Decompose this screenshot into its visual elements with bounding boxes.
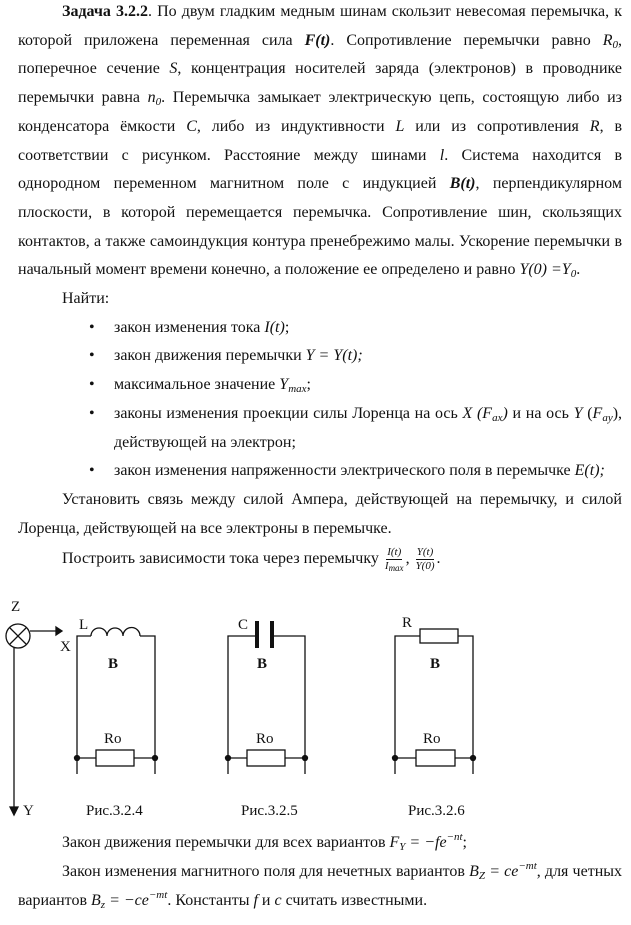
find-list xyxy=(18,314,622,486)
text: , для четных вариантов xyxy=(18,863,623,909)
text: и xyxy=(257,891,275,909)
list-item xyxy=(18,371,622,400)
math: B(t) xyxy=(449,175,476,193)
resistor-label: Ro xyxy=(423,731,441,748)
text: максимальное значение xyxy=(114,376,280,394)
math: I(t) xyxy=(387,546,402,559)
text: . По двум гладким медным шинам скользит невесомая перемычка, к которой приложена переменная сила xyxy=(18,3,622,49)
list-item xyxy=(18,314,622,343)
math: R xyxy=(589,117,600,135)
math: E(t); xyxy=(574,462,605,480)
math: −mt xyxy=(518,860,537,873)
text: , либо из индуктивности xyxy=(196,117,396,135)
text: Построить зависимости тока через перемычку xyxy=(62,550,383,568)
math: R xyxy=(602,31,613,49)
math: I xyxy=(384,560,389,573)
text: ; xyxy=(462,834,467,852)
figure-caption: Рис.3.2.6 xyxy=(408,803,465,820)
list-item xyxy=(18,400,622,457)
field-law xyxy=(18,858,622,915)
math: −nt xyxy=(446,831,463,844)
math: ay xyxy=(602,411,613,424)
circuit-capacitor xyxy=(226,621,308,774)
text: . Сопротивление перемычки равно xyxy=(330,31,603,49)
fraction-denominator xyxy=(385,560,404,573)
math: I(t) xyxy=(264,318,285,336)
math: z xyxy=(100,898,106,911)
math: Y = Y(t); xyxy=(305,347,363,365)
math: c xyxy=(274,891,282,909)
math: = −fe xyxy=(405,834,447,852)
resistor-r-label: R xyxy=(402,615,413,632)
resistor-label: Ro xyxy=(256,731,274,748)
math: Y(0) xyxy=(415,560,435,573)
math: F xyxy=(592,404,603,422)
circuit-inductor xyxy=(75,628,158,775)
text: закон движения перемычки xyxy=(114,347,306,365)
axis-x-label: X xyxy=(60,639,71,656)
math: l xyxy=(439,146,445,164)
math: X (F xyxy=(462,404,493,422)
coordinate-axes xyxy=(6,624,62,815)
text: , xyxy=(405,550,414,568)
math: B xyxy=(91,891,101,909)
force-symbol: F(t) xyxy=(304,31,331,49)
figure-caption: Рис.3.2.5 xyxy=(241,803,298,820)
motion-law xyxy=(18,829,622,858)
circuit-resistor xyxy=(393,629,476,774)
math: = ce xyxy=(485,863,519,881)
problem-statement xyxy=(18,0,622,285)
math: C xyxy=(186,117,197,135)
text: ( xyxy=(582,404,593,422)
math: 0 xyxy=(155,96,162,109)
text: Закон изменения магнитного поля для нечетных вариантов xyxy=(62,863,470,881)
text: , в соответствии с рисунком. Расстояние между шинами xyxy=(18,117,623,164)
math: Y xyxy=(399,841,406,854)
fraction-current xyxy=(385,546,404,573)
text: и на ось xyxy=(507,404,574,422)
axis-z-label: Z xyxy=(11,599,21,616)
problem-title: Задача 3.2.2 xyxy=(62,3,148,20)
math: F xyxy=(389,834,400,852)
resistor-ro xyxy=(247,750,285,766)
capacitor-label: C xyxy=(238,617,249,634)
math: max xyxy=(288,383,307,396)
math: n xyxy=(147,89,156,107)
math: Y(0) =Y xyxy=(519,261,571,279)
text: ; xyxy=(306,376,311,394)
math: 0 xyxy=(570,268,577,281)
figure-caption: Рис.3.2.4 xyxy=(86,803,143,820)
math: Y(t) xyxy=(416,546,434,559)
math: B xyxy=(469,863,479,881)
math: Y xyxy=(279,376,289,394)
circuit-figures xyxy=(0,589,631,821)
text: ; xyxy=(284,318,290,336)
math: ) xyxy=(502,404,508,422)
text: . Перемычка замыкает электрическую цепь, состоящую либо из конденсатора ёмкости xyxy=(18,89,623,135)
field-label: B xyxy=(430,656,441,673)
math: −mt xyxy=(148,888,168,901)
text: , концентрация носителей заряда (электронов) в проводнике перемычки равна xyxy=(18,60,622,107)
find-label: Найти: xyxy=(62,290,110,308)
list-item xyxy=(18,457,622,486)
resistor-r xyxy=(420,629,458,643)
relation-task: Установить связь между силой Ампера, действующей на перемычку, и силой Лоренца, действующей на все электроны в перемычке. xyxy=(18,490,622,537)
math: S xyxy=(169,60,178,78)
text: , поперечное сечение xyxy=(18,31,622,78)
math: f xyxy=(253,891,258,909)
text: закон изменения тока xyxy=(114,318,265,336)
resistor-ro xyxy=(416,750,455,766)
text: . xyxy=(436,550,441,568)
text: ), действующей на электрон; xyxy=(114,404,623,451)
list-item xyxy=(18,342,622,371)
text: . Константы xyxy=(167,891,254,909)
math: Y xyxy=(573,404,583,422)
inductor-label: L xyxy=(79,617,89,634)
plot-task xyxy=(18,543,622,575)
axis-y-label: Y xyxy=(23,803,34,820)
math: Z xyxy=(478,870,486,883)
text: или из сопротивления xyxy=(404,117,590,135)
text: . Система находится в однородном переменном магнитном поле с индукцией xyxy=(18,146,623,193)
math: ax xyxy=(492,411,503,424)
resistor-label: Ro xyxy=(104,731,122,748)
math: = −ce xyxy=(105,891,149,909)
text: , перпендикулярном плоскости, в которой перемещается перемычка. Сопротивление шин, скользящих контактов, а также самоиндукция контура пренебрежимо малы. Ускорение перемычки в начальный момент времени конечно, а положение ее определено и равно xyxy=(18,175,622,279)
text: Закон движения перемычки для всех вариантов xyxy=(62,834,390,852)
fraction-position xyxy=(416,546,435,573)
field-label: B xyxy=(257,656,268,673)
math: L xyxy=(395,117,405,135)
inductor-coil xyxy=(91,628,140,637)
text: законы изменения проекции силы Лоренца на ось xyxy=(114,404,463,422)
resistor-ro xyxy=(96,750,134,766)
text: закон изменения напряженности электрического поля в перемычке xyxy=(114,462,575,480)
text: считать известными. xyxy=(281,891,428,909)
field-label: B xyxy=(108,656,119,673)
math: 0 xyxy=(612,38,618,51)
math: max xyxy=(388,563,404,574)
text: . xyxy=(576,261,581,279)
